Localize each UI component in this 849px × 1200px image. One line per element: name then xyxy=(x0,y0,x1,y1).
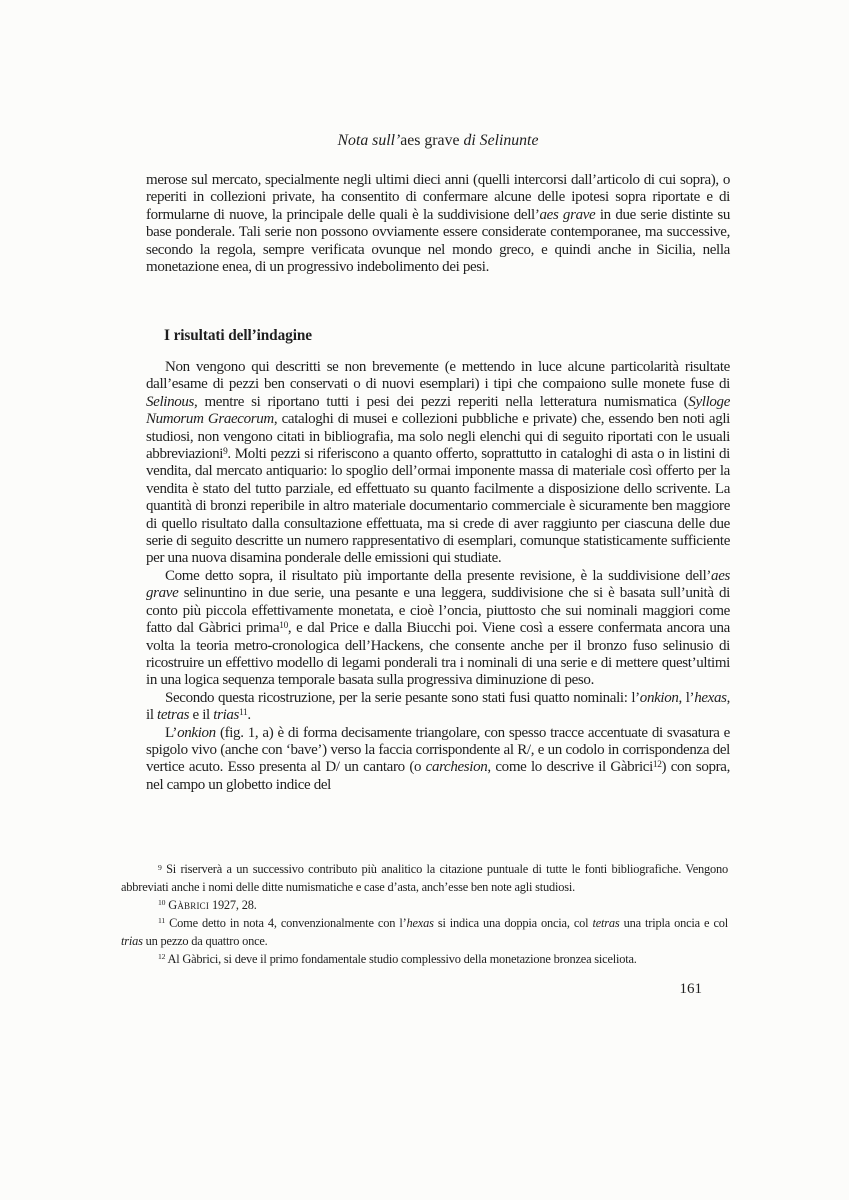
footnote-9: $^9$ Si riserverà a un successivo contributo più analitico la citazione puntuale di tutte le fonti bibliografiche. Vengono abbreviati anche i nomi delle ditte numismatiche e case d’asta, anch’esse ben note agli studiosi. xyxy=(121,862,728,894)
page-number: 161 xyxy=(679,981,702,997)
paragraph-nominali: Secondo questa ricostruzione, per la serie pesante sono stati fusi quatto nominali: l’onkion, l’hexas, il tetras e il trias$^{11}$. xyxy=(146,689,730,724)
section-heading: I risultati dell’indagine xyxy=(164,327,312,344)
body-text-block xyxy=(146,359,730,794)
paragraph-results-1: Non vengono qui descritti se non brevemente (e mettendo in luce alcune particolarità risultate dall’esame di pezzi ben conservati o di nuovi esemplari) i tipi che compaiono sulle monete fuse di Selinous, mentre si riportano tutti i pesi dei pezzi reperiti nella letteratura numismatica (Sylloge Numorum Graecorum, cataloghi di musei e collezioni pubbliche e private) che, essendo ben noti agli studiosi, non vengono citati in bibliografia, ma solo negli elenchi qui di seguito riportati con le usuali abbreviazioni$^9$. Molti pezzi si riferiscono a quanto offerto, soprattutto in cataloghi di asta o in listini di vendita, dal mercato antiquario: lo spoglio dell’ormai imponente massa di materiale così offerto per la vendita è stato del tutto parziale, ed effettuato su quanto facilmente a disposizione dello scrivente. La quantità di bronzi reperibile in altro materiale documentario commerciale è sicuramente ben maggiore di quello risultato dalla consultazione effettuata, ma si crede di aver raggiunto per ciascuna delle due serie di seguito descritte un numero rappresentativo di esemplari, comunque statisticamente sufficiente per una nuova disamina ponderale delle emissioni qui studiate. xyxy=(146,359,730,567)
running-head: Nota sull’aes grave di Selinunte xyxy=(337,132,539,149)
footnote-11: $^{11}$ Come detto in nota 4, convenzionalmente con l’hexas si indica una doppia oncia, col tetras una tripla oncia e col trias un pezzo da quattro once. xyxy=(121,915,728,948)
paragraph-results-2: Come detto sopra, il risultato più importante della presente revisione, è la suddivisione dell’aes grave selinuntino in due serie, una pesante e una leggera, suddivisione che si è basata sull’unità di conto più piccola effettivamente monetata, e cioè l’oncia, piuttosto che sui nominali maggiori come fatto dal Gàbrici prima$^{10}$, e dal Price e dalla Biucchi poi. Viene così a essere confermata ancora una volta la teoria metro-cronologica dell’Hackens, che consente anche per il bronzo fuso selinusio di ricostruire un effettivo modello di legami ponderali tra i nominali di una serie e di mettere quest’ultimi in una logica sequenza temporale basata sulla progressiva diminuzione di peso. xyxy=(146,567,730,689)
footnote-10: $^{10}$ Gàbrici 1927, 28. xyxy=(158,897,257,912)
paragraph-continuation: merose sul mercato, specialmente negli ultimi dieci anni (quelli intercorsi dall’articolo di cui sopra), o reperiti in collezioni private, ha consentito di confermare alcune delle ipotesi sopra riportate e di formularne di nuove, la principale delle quali è la suddivisione dell’aes grave in due serie distinte su base ponderale. Tali serie non possono ovviamente essere considerate contemporanee, ma successive, secondo la regola, sempre verificata ovunque nel mondo greco, e quindi anche in Sicilia, nella monetazione enea, di un progressivo indebolimento dei pesi. xyxy=(146,172,730,276)
paragraph-onkion: L’onkion (fig. 1, a) è di forma decisamente triangolare, con spesso tracce accentuate di svasatura e spigolo vivo (anche con ‘bave’) verso la faccia corrispondente al R/, e un codolo in corrispondenza del vertice acuto. Esso presenta al D/ un cantaro (o carchesion, come lo descrive il Gàbrici$^{12}$) con sopra, nel campo un globetto indice del xyxy=(146,724,730,793)
footnote-12: $^{12}$ Al Gàbrici, si deve il primo fondamentale studio complessivo della monetazione bronzea siceliota. xyxy=(158,951,637,966)
footnotes-block xyxy=(121,861,728,968)
